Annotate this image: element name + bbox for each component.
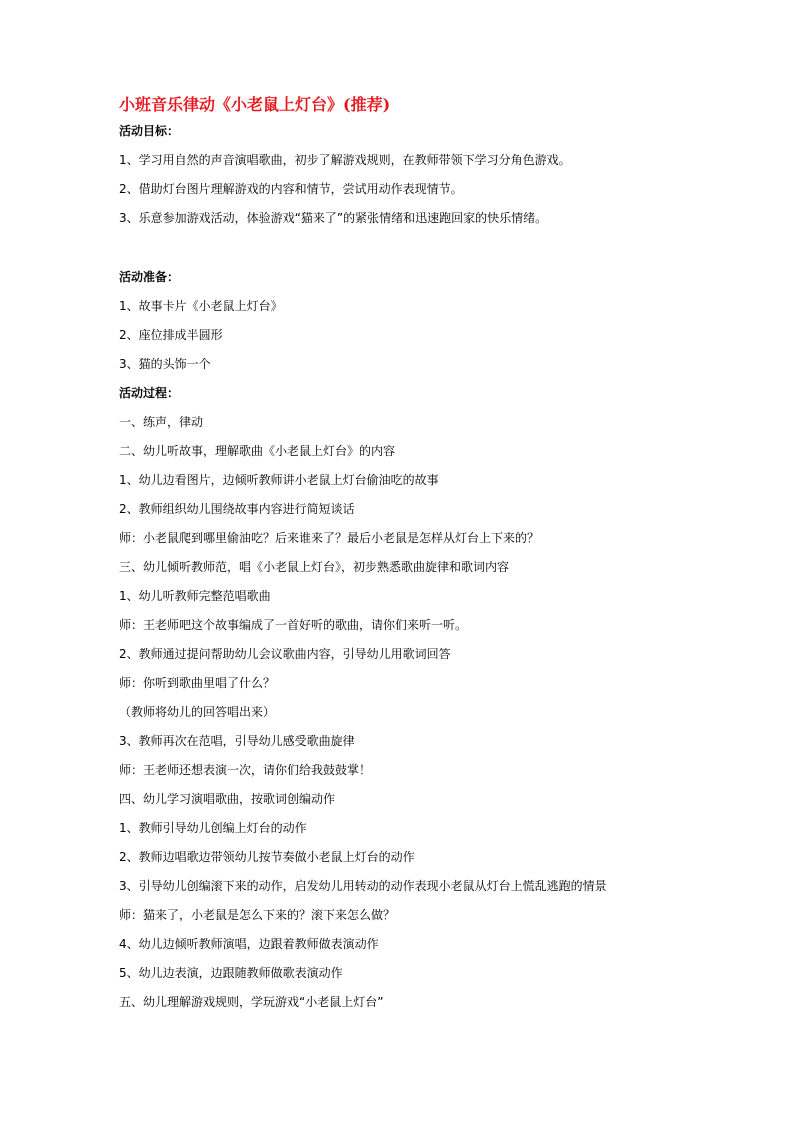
process-line-20: 5、幼儿边表演，边跟随教师做歌表演动作 xyxy=(119,966,343,980)
process-line-1: 一、练声，律动 xyxy=(119,415,204,429)
prep-heading: 活动准备： xyxy=(119,270,180,284)
process-line-18: 师：猫来了，小老鼠是怎么下来的？滚下来怎么做？ xyxy=(119,908,396,922)
process-line-2: 二、幼儿听故事，理解歌曲《小老鼠上灯台》的内容 xyxy=(119,444,396,458)
process-line-13: 师：王老师还想表演一次，请你们给我鼓鼓掌！ xyxy=(119,763,372,777)
goal-item-3: 3、乐意参加游戏活动，体验游戏“猫来了”的紧张情绪和迅速跑回家的快乐情绪。 xyxy=(119,211,548,225)
process-line-16: 2、教师边唱歌边带领幼儿按节奏做小老鼠上灯台的动作 xyxy=(119,850,415,864)
prep-item-2: 2、座位排成半圆形 xyxy=(119,328,223,342)
process-line-10: 师：你听到歌曲里唱了什么？ xyxy=(119,676,276,690)
process-line-17: 3、引导幼儿创编滚下来的动作，启发幼儿用转动的动作表现小老鼠从灯台上慌乱逃跑的情景 xyxy=(119,879,607,893)
goals-heading: 活动目标： xyxy=(119,124,180,138)
process-line-6: 三、幼儿倾听教师范，唱《小老鼠上灯台》，初步熟悉歌曲旋律和歌词内容 xyxy=(119,560,510,574)
process-line-3: 1、幼儿边看图片，边倾听教师讲小老鼠上灯台偷油吃的故事 xyxy=(119,473,439,487)
process-line-8: 师：王老师吧这个故事编成了一首好听的歌曲，请你们来听一听。 xyxy=(119,618,468,632)
process-heading: 活动过程： xyxy=(119,386,180,400)
process-line-14: 四、幼儿学习演唱歌曲，按歌词创编动作 xyxy=(119,792,336,806)
process-line-21: 五、幼儿理解游戏规则，学玩游戏“小老鼠上灯台” xyxy=(119,995,384,1009)
document-title: 小班音乐律动《小老鼠上灯台》(推荐) xyxy=(119,95,391,114)
process-line-15: 1、教师引导幼儿创编上灯台的动作 xyxy=(119,821,307,835)
process-line-9: 2、教师通过提问帮助幼儿会议歌曲内容，引导幼儿用歌词回答 xyxy=(119,647,451,661)
prep-item-3: 3、猫的头饰一个 xyxy=(119,357,211,371)
process-line-19: 4、幼儿边倾听教师演唱，边跟着教师做表演动作 xyxy=(119,937,379,951)
process-line-7: 1、幼儿听教师完整范唱歌曲 xyxy=(119,589,271,603)
process-line-11: （教师将幼儿的回答唱出来） xyxy=(119,705,276,719)
process-line-4: 2、教师组织幼儿围绕故事内容进行简短谈话 xyxy=(119,502,355,516)
goal-item-1: 1、学习用自然的声音演唱歌曲，初步了解游戏规则，在教师带领下学习分角色游戏。 xyxy=(119,153,571,167)
prep-item-1: 1、故事卡片《小老鼠上灯台》 xyxy=(119,299,283,313)
process-line-5: 师：小老鼠爬到哪里偷油吃？后来谁来了？最后小老鼠是怎样从灯台上下来的？ xyxy=(119,531,540,545)
process-line-12: 3、教师再次在范唱，引导幼儿感受歌曲旋律 xyxy=(119,734,355,748)
goal-item-2: 2、借助灯台图片理解游戏的内容和情节，尝试用动作表现情节。 xyxy=(119,182,463,196)
